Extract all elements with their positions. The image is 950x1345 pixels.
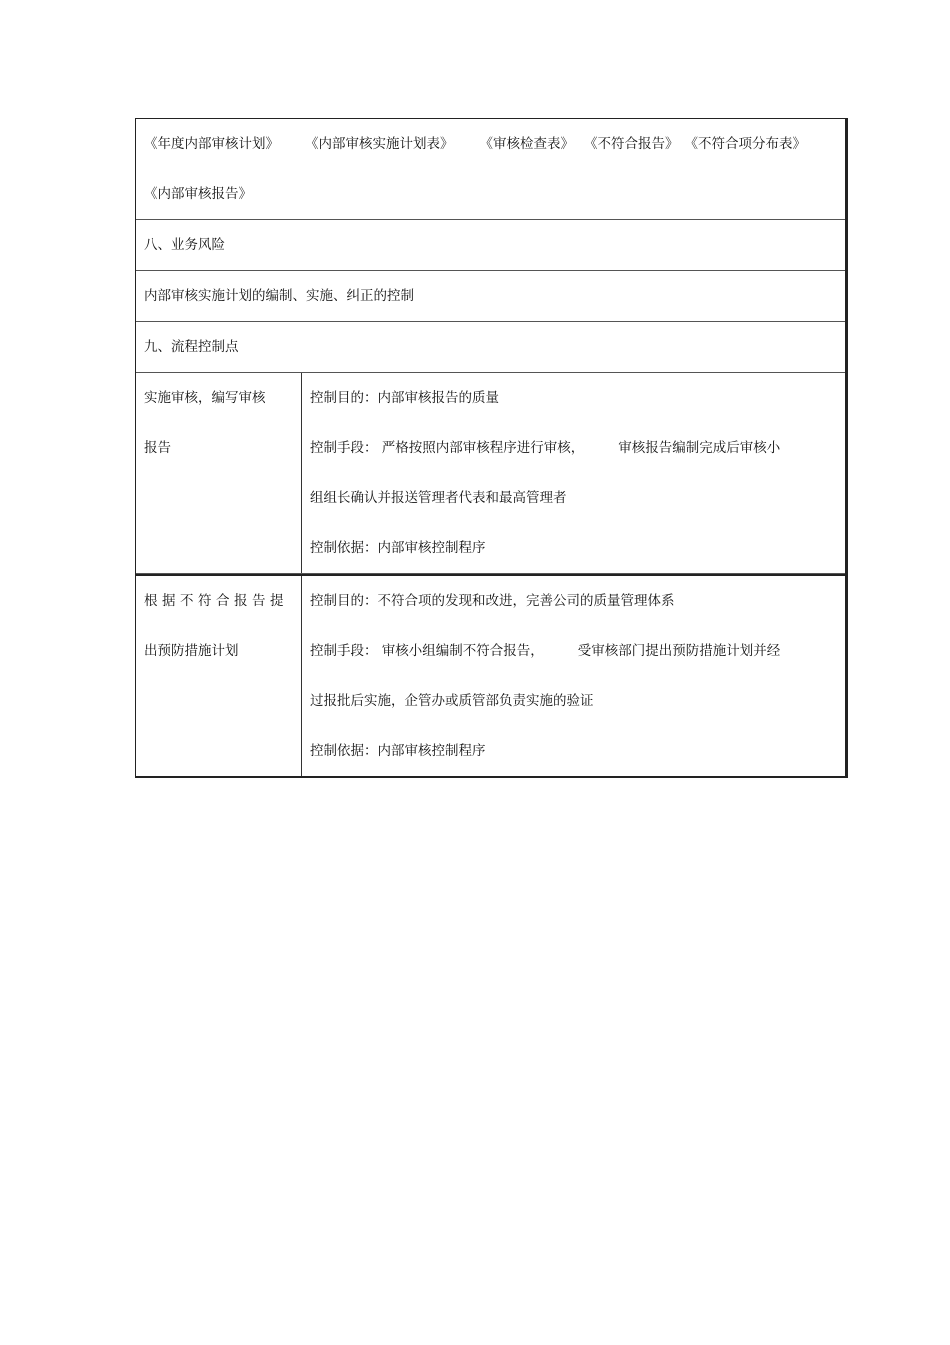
form-audit-checklist: 《审核检查表》 xyxy=(479,136,574,152)
control-point-detail xyxy=(302,576,845,776)
control-basis: 控制依据：内部审核控制程序 xyxy=(310,743,486,759)
section-9-heading-row xyxy=(136,322,845,373)
form-audit-implementation-plan: 《内部审核实施计划表》 xyxy=(305,136,454,152)
control-means-continued: 过报批后实施，企管办或质管部负责实施的验证 xyxy=(310,693,594,709)
control-goal: 控制目的：不符合项的发现和改进，完善公司的质量管理体系 xyxy=(310,593,675,609)
control-point-name: 根据不符合报告提 出预防措施计划 xyxy=(136,576,302,776)
section-8-content-row xyxy=(136,271,845,322)
control-point-detail xyxy=(302,373,845,573)
control-means: 控制手段： 严格按照内部审核程序进行审核， 审核报告编制完成后审核小 xyxy=(310,440,781,456)
section-8-title: 八、业务风险 xyxy=(144,237,225,253)
control-goal: 控制目的：内部审核报告的质量 xyxy=(310,390,499,406)
forms-line-2: 《内部审核报告》 xyxy=(144,186,252,202)
control-point-row xyxy=(136,373,845,574)
form-annual-audit-plan: 《年度内部审核计划》 xyxy=(144,136,279,152)
section-9-title: 九、流程控制点 xyxy=(144,339,239,355)
business-risk-text: 内部审核实施计划的编制、实施、纠正的控制 xyxy=(144,288,414,304)
form-nonconformity-report: 《不符合报告》 xyxy=(584,136,679,152)
control-means-continued: 组组长确认并报送管理者代表和最高管理者 xyxy=(310,490,567,506)
control-basis: 控制依据：内部审核控制程序 xyxy=(310,540,486,556)
control-point-row xyxy=(136,574,845,776)
control-means: 控制手段： 审核小组编制不符合报告， 受审核部门提出预防措施计划并经 xyxy=(310,643,781,659)
control-point-name: 实施审核，编写审核 报告 xyxy=(136,373,302,573)
related-forms-row xyxy=(136,119,845,220)
form-nonconformity-distribution: 《不符合项分布表》 xyxy=(684,136,806,152)
process-control-table xyxy=(135,118,848,778)
section-8-heading-row xyxy=(136,220,845,271)
forms-line-1 xyxy=(144,119,837,169)
